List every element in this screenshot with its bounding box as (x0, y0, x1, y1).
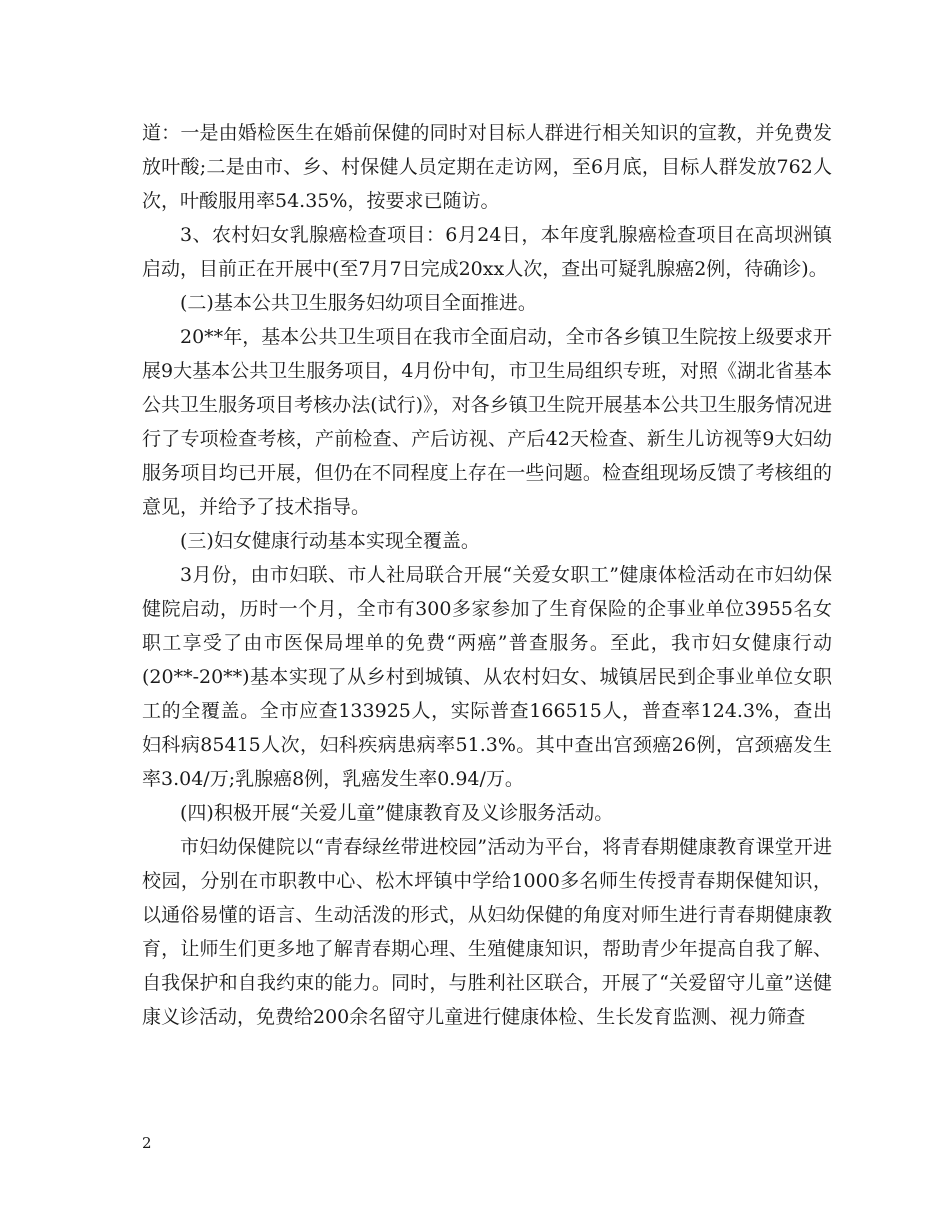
document-body (142, 116, 832, 1034)
paragraph-women-health: 3月份，由市妇联、市人社局联合开展“关爱女职工”健康体检活动在市妇幼保健院启动，历时一个月，全市有300多家参加了生育保险的企事业单位3955名女职工享受了由市医保局埋单的免费“两癌”普查服务。至此，我市妇女健康行动(20**-20**)基本实现了从乡村到城镇、从农村妇女、城镇居民到企事业单位女职工的全覆盖。全市应查133925人，实际普查166515人，普查率124.3%，查出妇科病85415人次，妇科疾病患病率51.3%。其中查出宫颈癌26例，宫颈癌发生率3.04/万;乳腺癌8例，乳癌发生率0.94/万。 (142, 564, 832, 790)
paragraph-children: 市妇幼保健院以“青春绿丝带进校园”活动为平台，将青春期健康教育课堂开进校园，分别在市职教中心、松木坪镇中学给1000多名师生传授青春期保健知识，以通俗易懂的语言、生动活泼的形式，从妇幼保健的角度对师生进行青春期健康教育，让师生们更多地了解青春期心理、生殖健康知识，帮助青少年提高自我了解、自我保护和自我约束的能力。同时，与胜利社区联合，开展了“关爱留守儿童”送健康义诊活动，免费给200余名留守儿童进行健康体检、生长发育监测、视力筛查 (142, 836, 832, 1028)
paragraph-continuation: 道：一是由婚检医生在婚前保健的同时对目标人群进行相关知识的宣教，并免费发放叶酸;二是由市、乡、村保健人员定期在走访网，至6月底，目标人群发放762人次，叶酸服用率54.35%，按要求已随访。 (142, 122, 832, 212)
section-heading-children: (四)积极开展“关爱儿童”健康教育及义诊服务活动。 (180, 802, 614, 824)
paragraph-public-health: 20**年，基本公共卫生项目在我市全面启动，全市各乡镇卫生院按上级要求开展9大基本公共卫生服务项目，4月份中旬，市卫生局组织专班，对照《湖北省基本公共卫生服务项目考核办法(试行)》，对各乡镇卫生院开展基本公共卫生服务情况进行了专项检查考核，产前检查、产后访视、产后42天检查、新生儿访视等9大妇幼服务项目均已开展，但仍在不同程度上存在一些问题。检查组现场反馈了考核组的意见，并给予了技术指导。 (142, 326, 832, 518)
page-number: 2 (142, 1134, 152, 1152)
section-heading-public-health: (二)基本公共卫生服务妇幼项目全面推进。 (180, 292, 537, 314)
paragraph-breast-cancer-project: 3、农村妇女乳腺癌检查项目：6月24日，本年度乳腺癌检查项目在高坝洲镇启动，目前正在开展中(至7月7日完成20xx人次，查出可疑乳腺癌2例，待确诊)。 (142, 224, 832, 280)
section-heading-women-health: (三)妇女健康行动基本实现全覆盖。 (180, 530, 480, 552)
